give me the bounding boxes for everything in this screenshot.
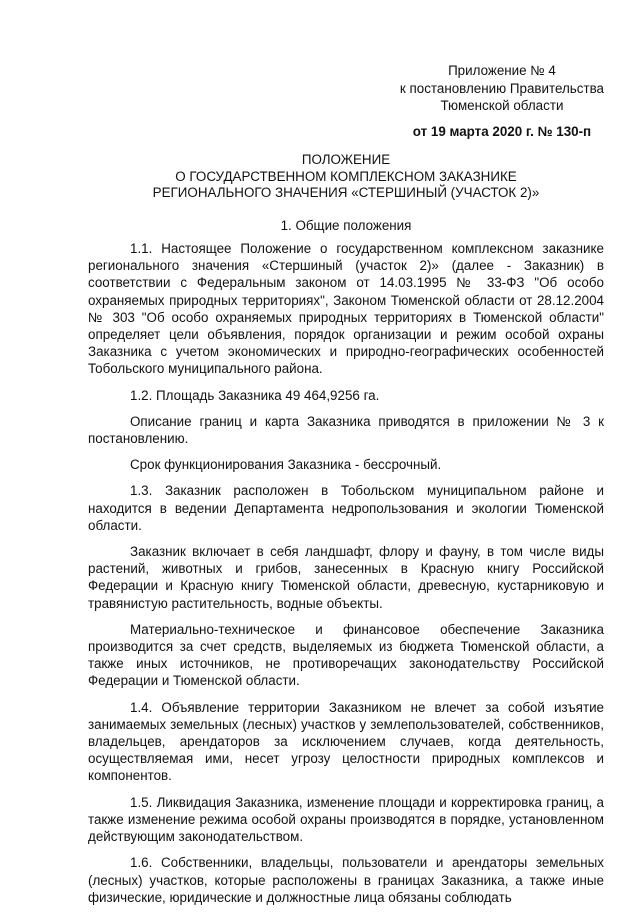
attachment-block [400, 62, 604, 140]
paragraph: 1.5. Ликвидация Заказника, изменение площади и корректировка границ, а также изменение режима особой охраны производятся в порядке, установленном действующим законодательством. [88, 794, 604, 845]
attachment-line-2: к постановлению Правительства [399, 80, 604, 96]
paragraph: 1.3. Заказник расположен в Тобольском муниципальном районе и находится в ведении Департамента недропользования и экологии Тюменской области. [88, 483, 604, 533]
paragraph: Материально-техническое и финансовое обеспечение Заказника производится за счет средств, выделяемых из бюджета Тюменской области, а также иных источников, не противоречащих законодательству Российской Федерации и Тюменской области. [88, 621, 604, 689]
attachment-line-1: Приложение № 4 [448, 63, 556, 78]
paragraph: 1.6. Собственники, владельцы, пользователи и арендаторы земельных (лесных) участков, которые расположены в границах Заказника, а также иные физические, юридические и должностные лица обязаны соблюдать [88, 855, 604, 905]
document-title [88, 152, 604, 202]
paragraph: 1.1. Настоящее Положение о государственном комплексном заказнике регионального значения «Стершиный (участок 2)» (далее - Заказник) в соответствии с Федеральным законом от 14.03.1995 № 33-ФЗ "Об особо охраняемых природных территориях", Законом Тюменской области от 28.12.2004 № 303 "Об особо охраняемых природных территориях в Тюменской области" определяет цели объявления, порядок организации и режим особой охраны Заказника с учетом экономических и природно-географических особенностей Тобольского муниципального района. [88, 241, 604, 377]
title-line-3: РЕГИОНАЛЬНОГО ЗНАЧЕНИЯ «СТЕРШИНЫЙ (УЧАСТОК 2)» [152, 185, 540, 200]
paragraph: Заказник включает в себя ландшафт, флору и фауну, в том числе виды растений, животных и грибов, занесенных в Красную книгу Российской Федерации и Красную книгу Тюменской области, древесную, кустарниковую и травянистую растительность, водные объекты. [88, 544, 604, 611]
paragraph: Срок функционирования Заказника - бессрочный. [130, 457, 442, 473]
title-line-1: ПОЛОЖЕНИЕ [301, 152, 391, 167]
attachment-date: от 19 марта 2020 г. № 130-п [412, 123, 592, 139]
attachment-line-3: Тюменской области [440, 98, 564, 113]
document-body [88, 240, 604, 915]
title-line-2: О ГОСУДАРСТВЕННОМ КОМПЛЕКСНОМ ЗАКАЗНИКЕ [175, 168, 517, 184]
section-heading: 1. Общие положения [280, 218, 412, 233]
paragraph: Описание границ и карта Заказника приводятся в приложении № 3 к постановлению. [88, 413, 604, 447]
paragraph: 1.2. Площадь Заказника 49 464,9256 га. [130, 387, 380, 403]
paragraph: 1.4. Объявление территории Заказником не влечет за собой изъятие занимаемых земельных (лесных) участков у землепользователей, собственников, владельцев, арендаторов за исключением случаев, когда деятельность, осуществляемая ими, несет угрозу целостности природных комплексов и компонентов. [88, 699, 604, 784]
